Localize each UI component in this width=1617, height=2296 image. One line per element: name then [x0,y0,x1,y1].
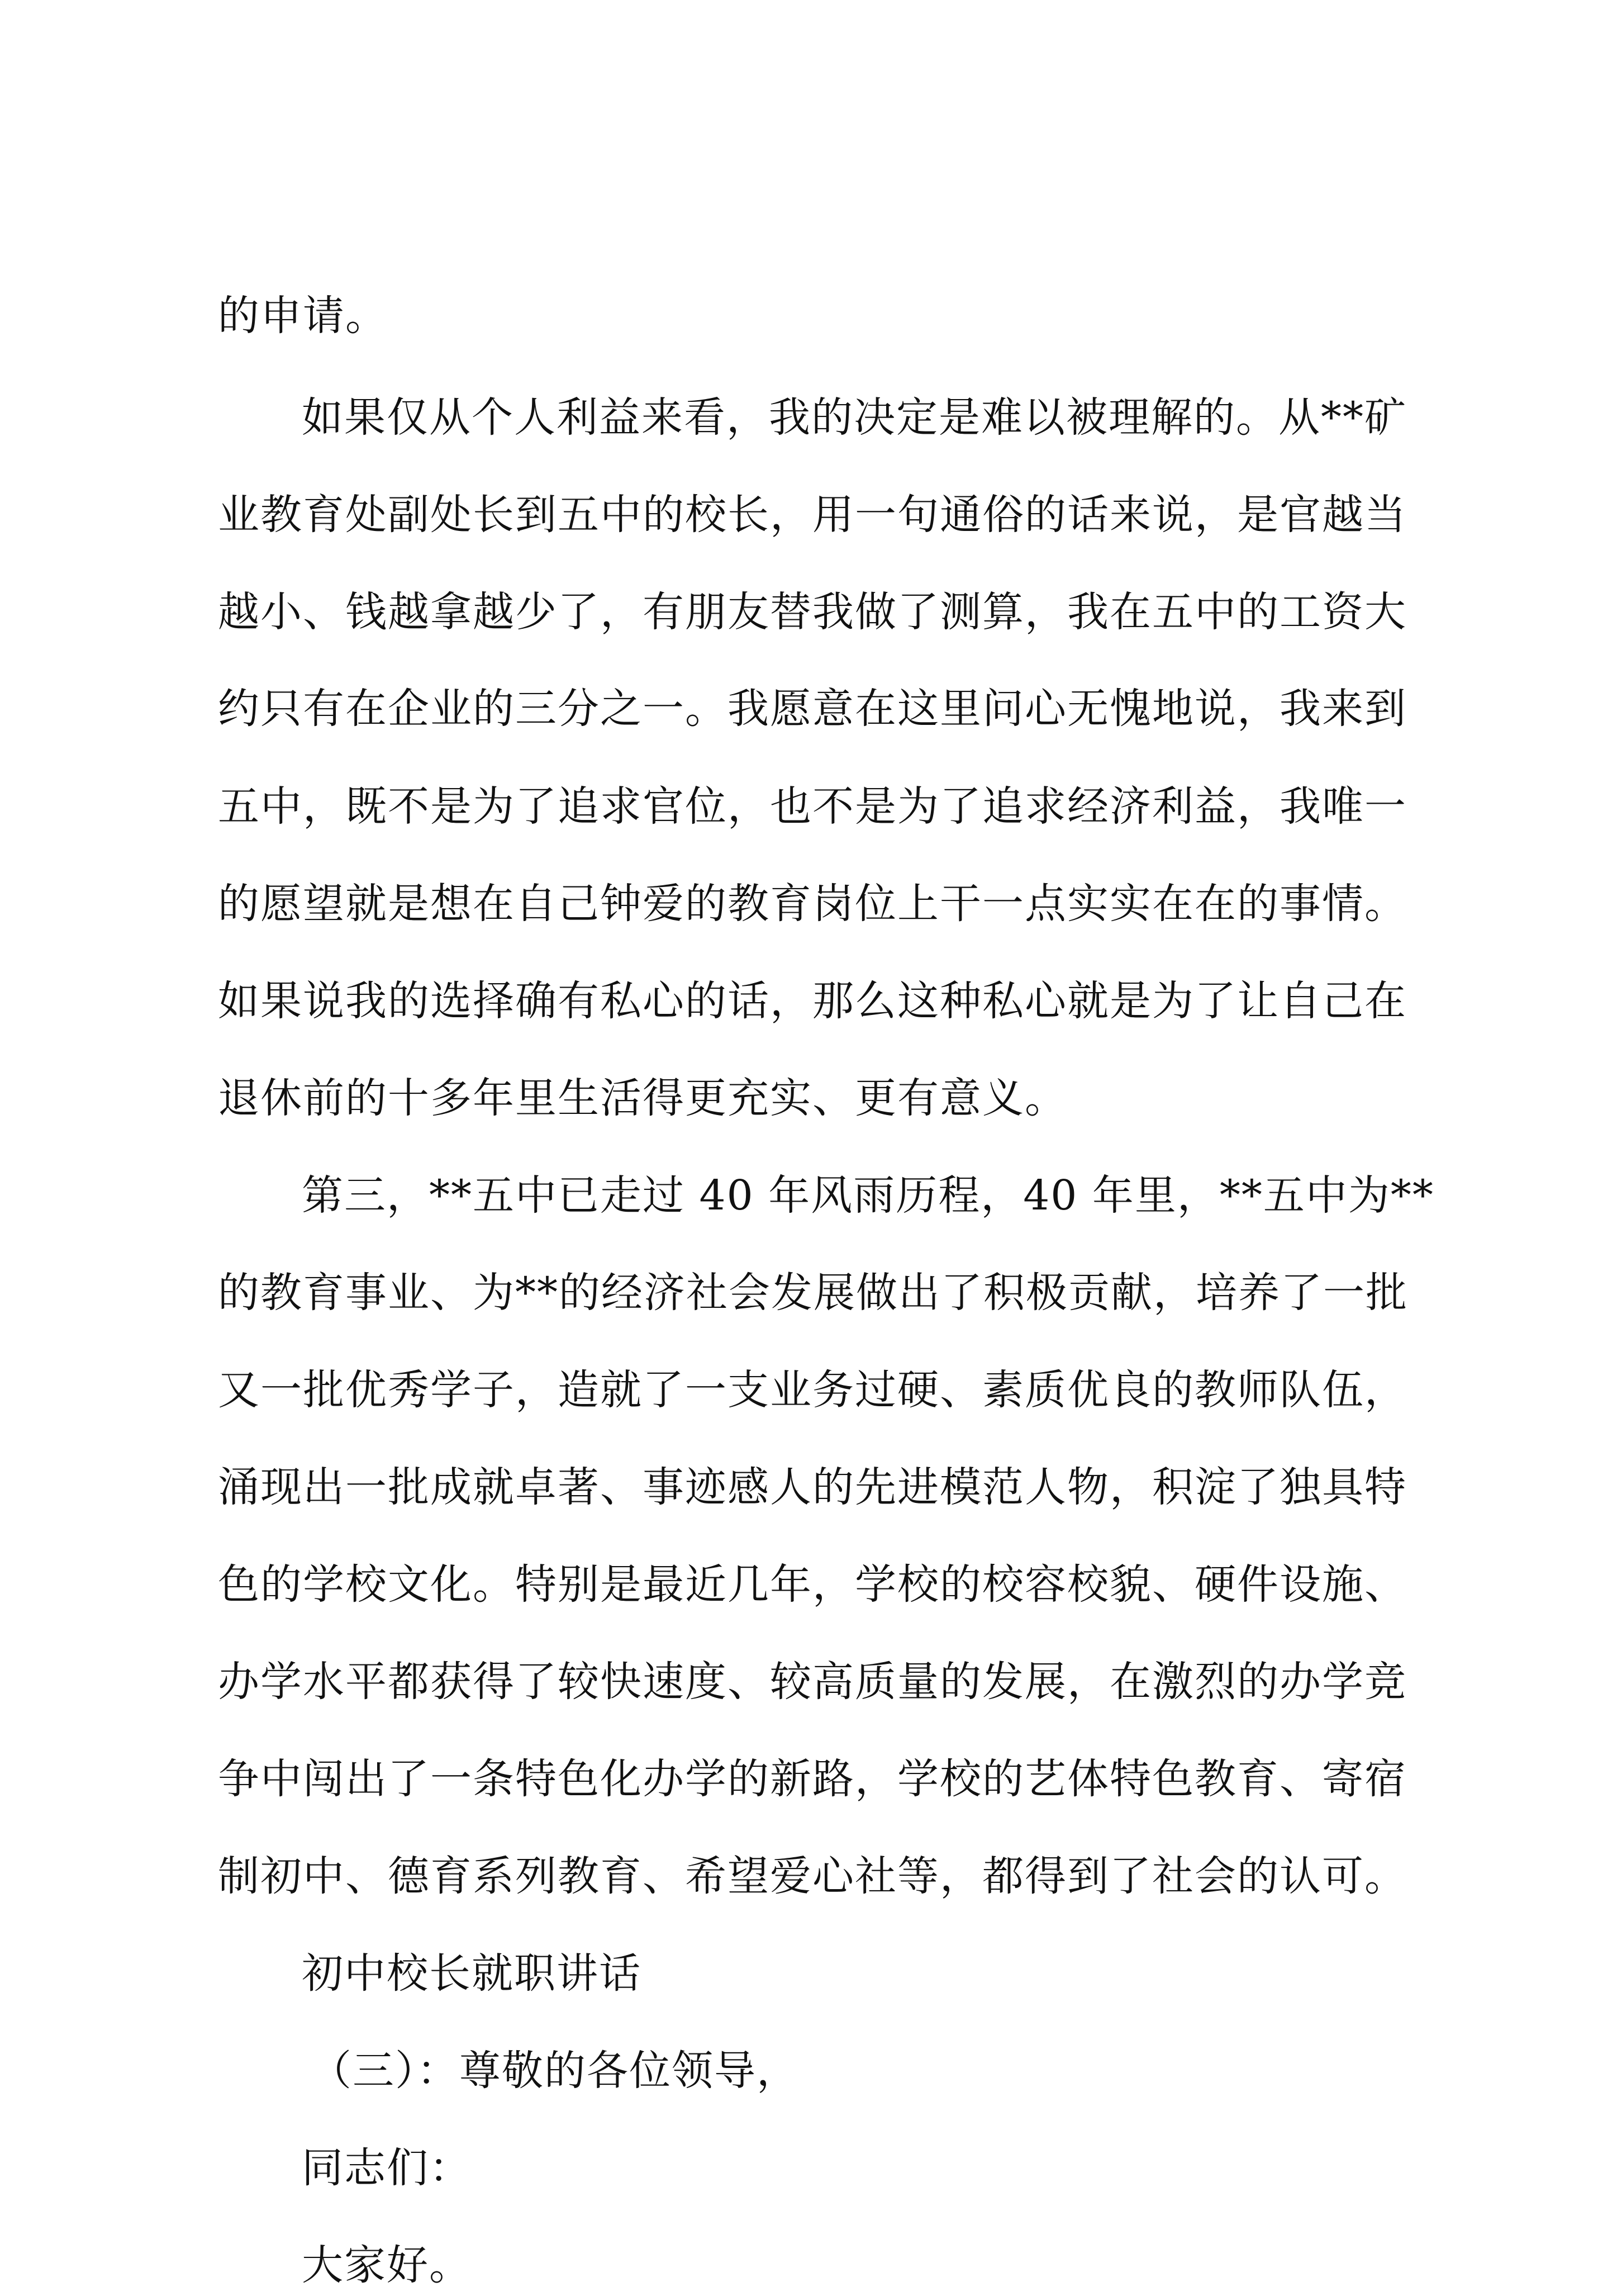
text-line-6: 五中，既不是为了追求官位，也不是为了追求经济利益，我唯一 [218,782,1407,831]
section-heading: 初中校长就职讲话 [302,1949,641,1998]
text-line-19: （三）：尊敬的各位领导， [310,2047,799,2095]
text-line-11: 的教育事业、为**的经济社会发展做出了积极贡献，培养了一批 [218,1269,1408,1317]
text-line-7: 的愿望就是想在自己钟爱的教育岗位上干一点实实在在的事情。 [218,880,1407,928]
text-line-1: 的申请。 [218,292,388,340]
text-line-13: 涌现出一批成就卓著、事迹感人的先进模范人物，积淀了独具特 [218,1463,1407,1511]
text-line-9: 退休前的十多年里生活得更充实、更有意义。 [218,1074,1067,1122]
text-line-12: 又一批优秀学子，造就了一支业务过硬、素质优良的教师队伍， [218,1366,1407,1414]
text-line-20: 同志们： [302,2144,472,2192]
text-line-5: 约只有在企业的三分之一。我愿意在这里问心无愧地说，我来到 [218,685,1407,733]
text-line-16: 争中闯出了一条特色化办学的新路，学校的艺体特色教育、寄宿 [218,1755,1407,1803]
text-line-21: 大家好。 [302,2241,472,2289]
text-line-15: 办学水平都获得了较快速度、较高质量的发展，在激烈的办学竞 [218,1658,1407,1706]
text-line-17: 制初中、德育系列教育、希望爱心社等，都得到了社会的认可。 [218,1852,1407,1900]
text-line-2: 如果仅从个人利益来看，我的决定是难以被理解的。从**矿 [302,393,1407,442]
text-line-10: 第三，**五中已走过 40 年风雨历程，40 年里，**五中为** [302,1171,1434,1220]
text-line-14: 色的学校文化。特别是最近几年，学校的校容校貌、硬件设施、 [218,1560,1407,1609]
text-line-8: 如果说我的选择确有私心的话，那么这种私心就是为了让自己在 [218,977,1407,1025]
text-line-4: 越小、钱越拿越少了，有朋友替我做了测算，我在五中的工资大 [218,588,1407,636]
text-line-3: 业教育处副处长到五中的校长，用一句通俗的话来说，是官越当 [218,491,1407,539]
